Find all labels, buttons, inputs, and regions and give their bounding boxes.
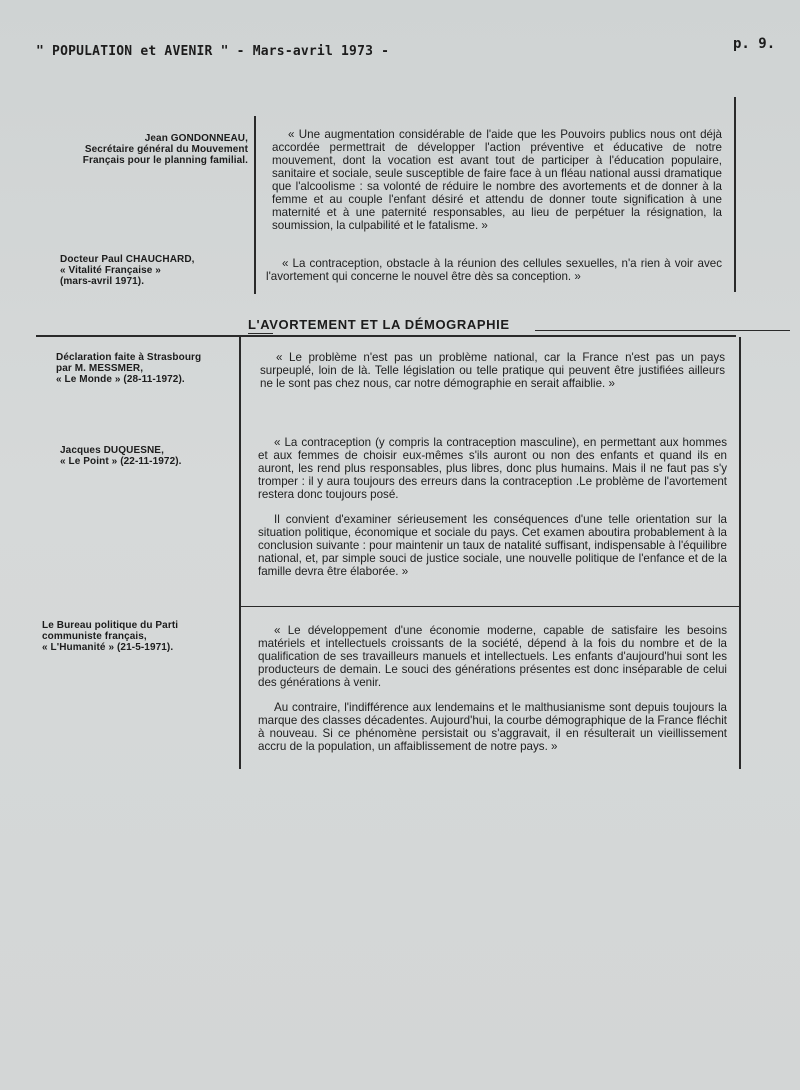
right-border-top — [734, 97, 736, 292]
page-header: " POPULATION et AVENIR " - Mars-avril 1973 - — [36, 44, 390, 59]
source-chauchard — [60, 254, 250, 287]
right-border-bottom — [739, 337, 741, 769]
source-line: « Le Point » (22-11-1972). — [60, 456, 182, 467]
source-line: communiste français, — [42, 631, 147, 642]
quote-duquesne — [258, 436, 727, 578]
quote-paragraph: « La contraception, obstacle à la réunion des cellules sexuelles, n'a rien à voir avec l'avortement qui concerne le nouvel être dès sa conception. » — [266, 257, 722, 283]
source-line: « Vitalité Française » — [60, 265, 161, 276]
quote-paragraph: « Le développement d'une économie moderne, capable de satisfaire les besoins matériels et intellectuels croissants de la société, dépend à la fois du nombre et de la qualification de ses travailleurs manuels et intellectuels. Les enfants d'aujourd'hui sont les producteurs de demain. Le souci des générations présentes est donc inséparable de celui des générations à venir. — [258, 624, 727, 689]
quote-gondonneau — [272, 128, 722, 232]
source-line: Déclaration faite à Strasbourg — [56, 352, 202, 363]
source-gondonneau — [50, 133, 248, 166]
source-line: Docteur Paul CHAUCHARD, — [60, 254, 195, 265]
column-divider-top — [254, 116, 256, 294]
quote-paragraph: « La contraception (y compris la contraception masculine), en permettant aux hommes et aux femmes de choisir eux-mêmes s'ils auront ou non des enfants et quand ils en auront, les rend plus responsables, plus libres, donc plus humains. Mais il ne faut pas s'y tromper : il y aura toujours des erreurs dans la contraception .Le problème de l'avortement restera donc toujours posé. — [258, 436, 727, 501]
section-title: L'AVORTEMENT ET LA DÉMOGRAPHIE — [248, 317, 510, 332]
quote-paragraph: « Le problème n'est pas un problème national, car la France n'est pas un pays surpeuplé, loin de là. Telle législation ou telle pratique qui peuvent être justifiées ailleurs ne le sont pas chez nous, car notre démographie en serait affaiblie. » — [260, 351, 725, 390]
page-number: p. 9. — [733, 36, 776, 52]
quote-paragraph: Il convient d'examiner sérieusement les conséquences d'une telle orientation sur la situation politique, économique et sociale du pays. Cet examen aboutira probablement à la conclusion suivante : pour maintenir un taux de natalité suffisant, indispensable à l'équilibre national, et, par simple souci de justice sociale, une nouvelle politique de l'enfance et de la famille devra être élaborée. » — [258, 513, 727, 578]
source-pcf — [42, 620, 234, 653]
title-underline-right — [535, 330, 790, 331]
source-line: Français pour le planning familial. — [82, 155, 248, 166]
source-line: Jean GONDONNEAU, — [144, 133, 248, 144]
column-divider-bottom — [239, 337, 241, 769]
quote-paragraph: Au contraire, l'indifférence aux lendemains et le malthusianisme sont depuis toujours la marque des classes décadentes. Aujourd'hui, la courbe démographique de la France fléchit à nouveau. Si ce phénomène persistait ou s'aggravait, il en résulterait un vieillissement accru de la population, un affaiblissement de notre pays. » — [258, 701, 727, 753]
source-line: « L'Humanité » (21-5-1971). — [42, 642, 174, 653]
source-line: Jacques DUQUESNE, — [60, 445, 164, 456]
title-underline-left — [248, 333, 273, 334]
quote-chauchard — [266, 257, 722, 283]
source-duquesne — [60, 445, 235, 467]
source-line: Secrétaire général du Mouvement — [84, 144, 248, 155]
quote-pcf — [258, 624, 727, 753]
source-line: par M. MESSMER, — [56, 363, 144, 374]
section-header-rule — [36, 335, 736, 337]
row-divider — [240, 606, 739, 607]
source-line: « Le Monde » (28-11-1972). — [56, 374, 185, 385]
source-line: (mars-avril 1971). — [60, 276, 145, 287]
quote-messmer — [260, 351, 725, 390]
source-line: Le Bureau politique du Parti — [42, 620, 179, 631]
source-messmer — [56, 352, 236, 385]
quote-paragraph: « Une augmentation considérable de l'aide que les Pouvoirs publics nous ont déjà accordée permettrait de développer l'action préventive et éducative de notre mouvement, dont la vocation est avant tout de participer à l'éducation populaire, sanitaire et sociale, seule susceptible de faire face à un fléau national aussi dramatique que l'alcoolisme : sa volonté de réduire le nombre des avortements et de donner à la femme et au couple l'enfant désiré et attendu de donner toute signification à une maternité et à une paternité responsables, au lieu de perpétuer la résignation, la soumission, la culpabilité et le fatalisme. » — [272, 128, 722, 232]
